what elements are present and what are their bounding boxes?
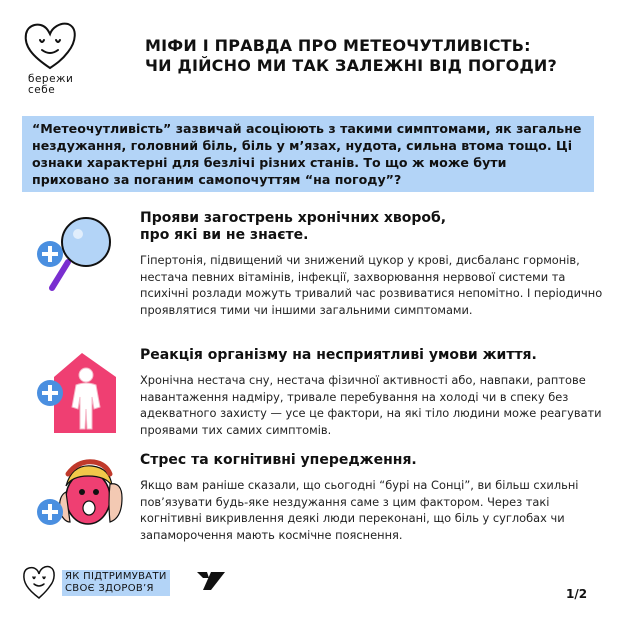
section-title [140,210,612,244]
section-title [140,452,612,469]
section-stress-bias [22,452,612,552]
intro-text-part2: Ці ознаки характерні для безлічі різних станів. То що ж може бути приховано за поганим самопочуттям “на погоду”? [32,138,573,187]
hand-icon [109,484,122,522]
intro-text-part1: “Метеочутливість” зазвичай асоціюють з такими симптомами, як загальне нездужання, головний біль, біль у м’язах, нудота, сильна втома тощо. [32,121,582,153]
section-title-line1: Прояви загострень хронічних хвороб, [140,210,447,226]
house-person-illustration [22,347,132,447]
page-title-line2: ЧИ ДІЙСНО МИ ТАК ЗАЛЕЖНІ ВІД ПОГОДИ? [145,56,557,75]
brand-logo [22,20,86,96]
footer-heart-icon [22,564,56,604]
brand-logo-text [28,74,86,96]
heart-face-icon [22,20,78,72]
page-title-line1: МІФИ І ПРАВДА ПРО МЕТЕОЧУТЛИВІСТЬ: [145,36,531,55]
section-body [140,210,612,318]
section-text: Гіпертонія, підвищений чи знижений цукор у крові, дисбаланс гормонів, нестача певних вітамінів, інфекції, захворювання нервової системи та психічні розлади можуть тривалий час розвиватися непомітно. І періодично проявлятися тими чи іншими загальними симптомами. [140,253,603,317]
section-text: Якщо вам раніше сказали, що сьогодні “бурі на Сонці”, ви більш схильні пов’язувати будь-яке нездужання саме з цим фактором. Через такі когнітивні викривлення деякі люди переконані, що біль у суглобах чи запаморочення мають космічне пояснення. [140,478,579,542]
intro-highlight [22,116,594,192]
section-title-line1: Реакція організму на несприятливі умови життя. [140,347,537,363]
footer-tagline-line1: ЯК ПІДТРИМУВАТИ [65,571,167,582]
logo-text-line2: себе [28,84,56,96]
section-body [140,452,612,543]
magnifier-lens-icon [62,218,110,266]
logo-text-line1: бережи [28,73,74,85]
plus-badge-icon [37,499,63,525]
footer-brand-logo-icon [195,568,229,596]
section-title-line2: про які ви не знаєте. [140,227,309,243]
section-chronic-diseases [22,210,612,335]
magnifier-illustration [22,210,132,310]
page-number: 1/2 [566,587,588,601]
footer-tagline-line2: СВОЄ ЗДОРОВ’Я [65,583,154,594]
section-body [140,347,612,438]
section-living-conditions [22,347,612,442]
section-title-line1: Стрес та когнітивні упередження. [140,452,417,468]
stressed-face-illustration [22,452,132,552]
page-title [145,36,605,76]
plus-badge-icon [37,380,63,406]
section-text: Хронічна нестача сну, нестача фізичної активності або, навпаки, раптове навантаження надміру, тривале перебування на холоді чи в спеку без адекватного захисту — усе це фактори, на які тіло людини може реагувати проявами тих самих симптомів. [140,373,602,437]
section-title [140,347,612,364]
plus-badge-icon [37,241,63,267]
footer-tagline [62,570,170,596]
